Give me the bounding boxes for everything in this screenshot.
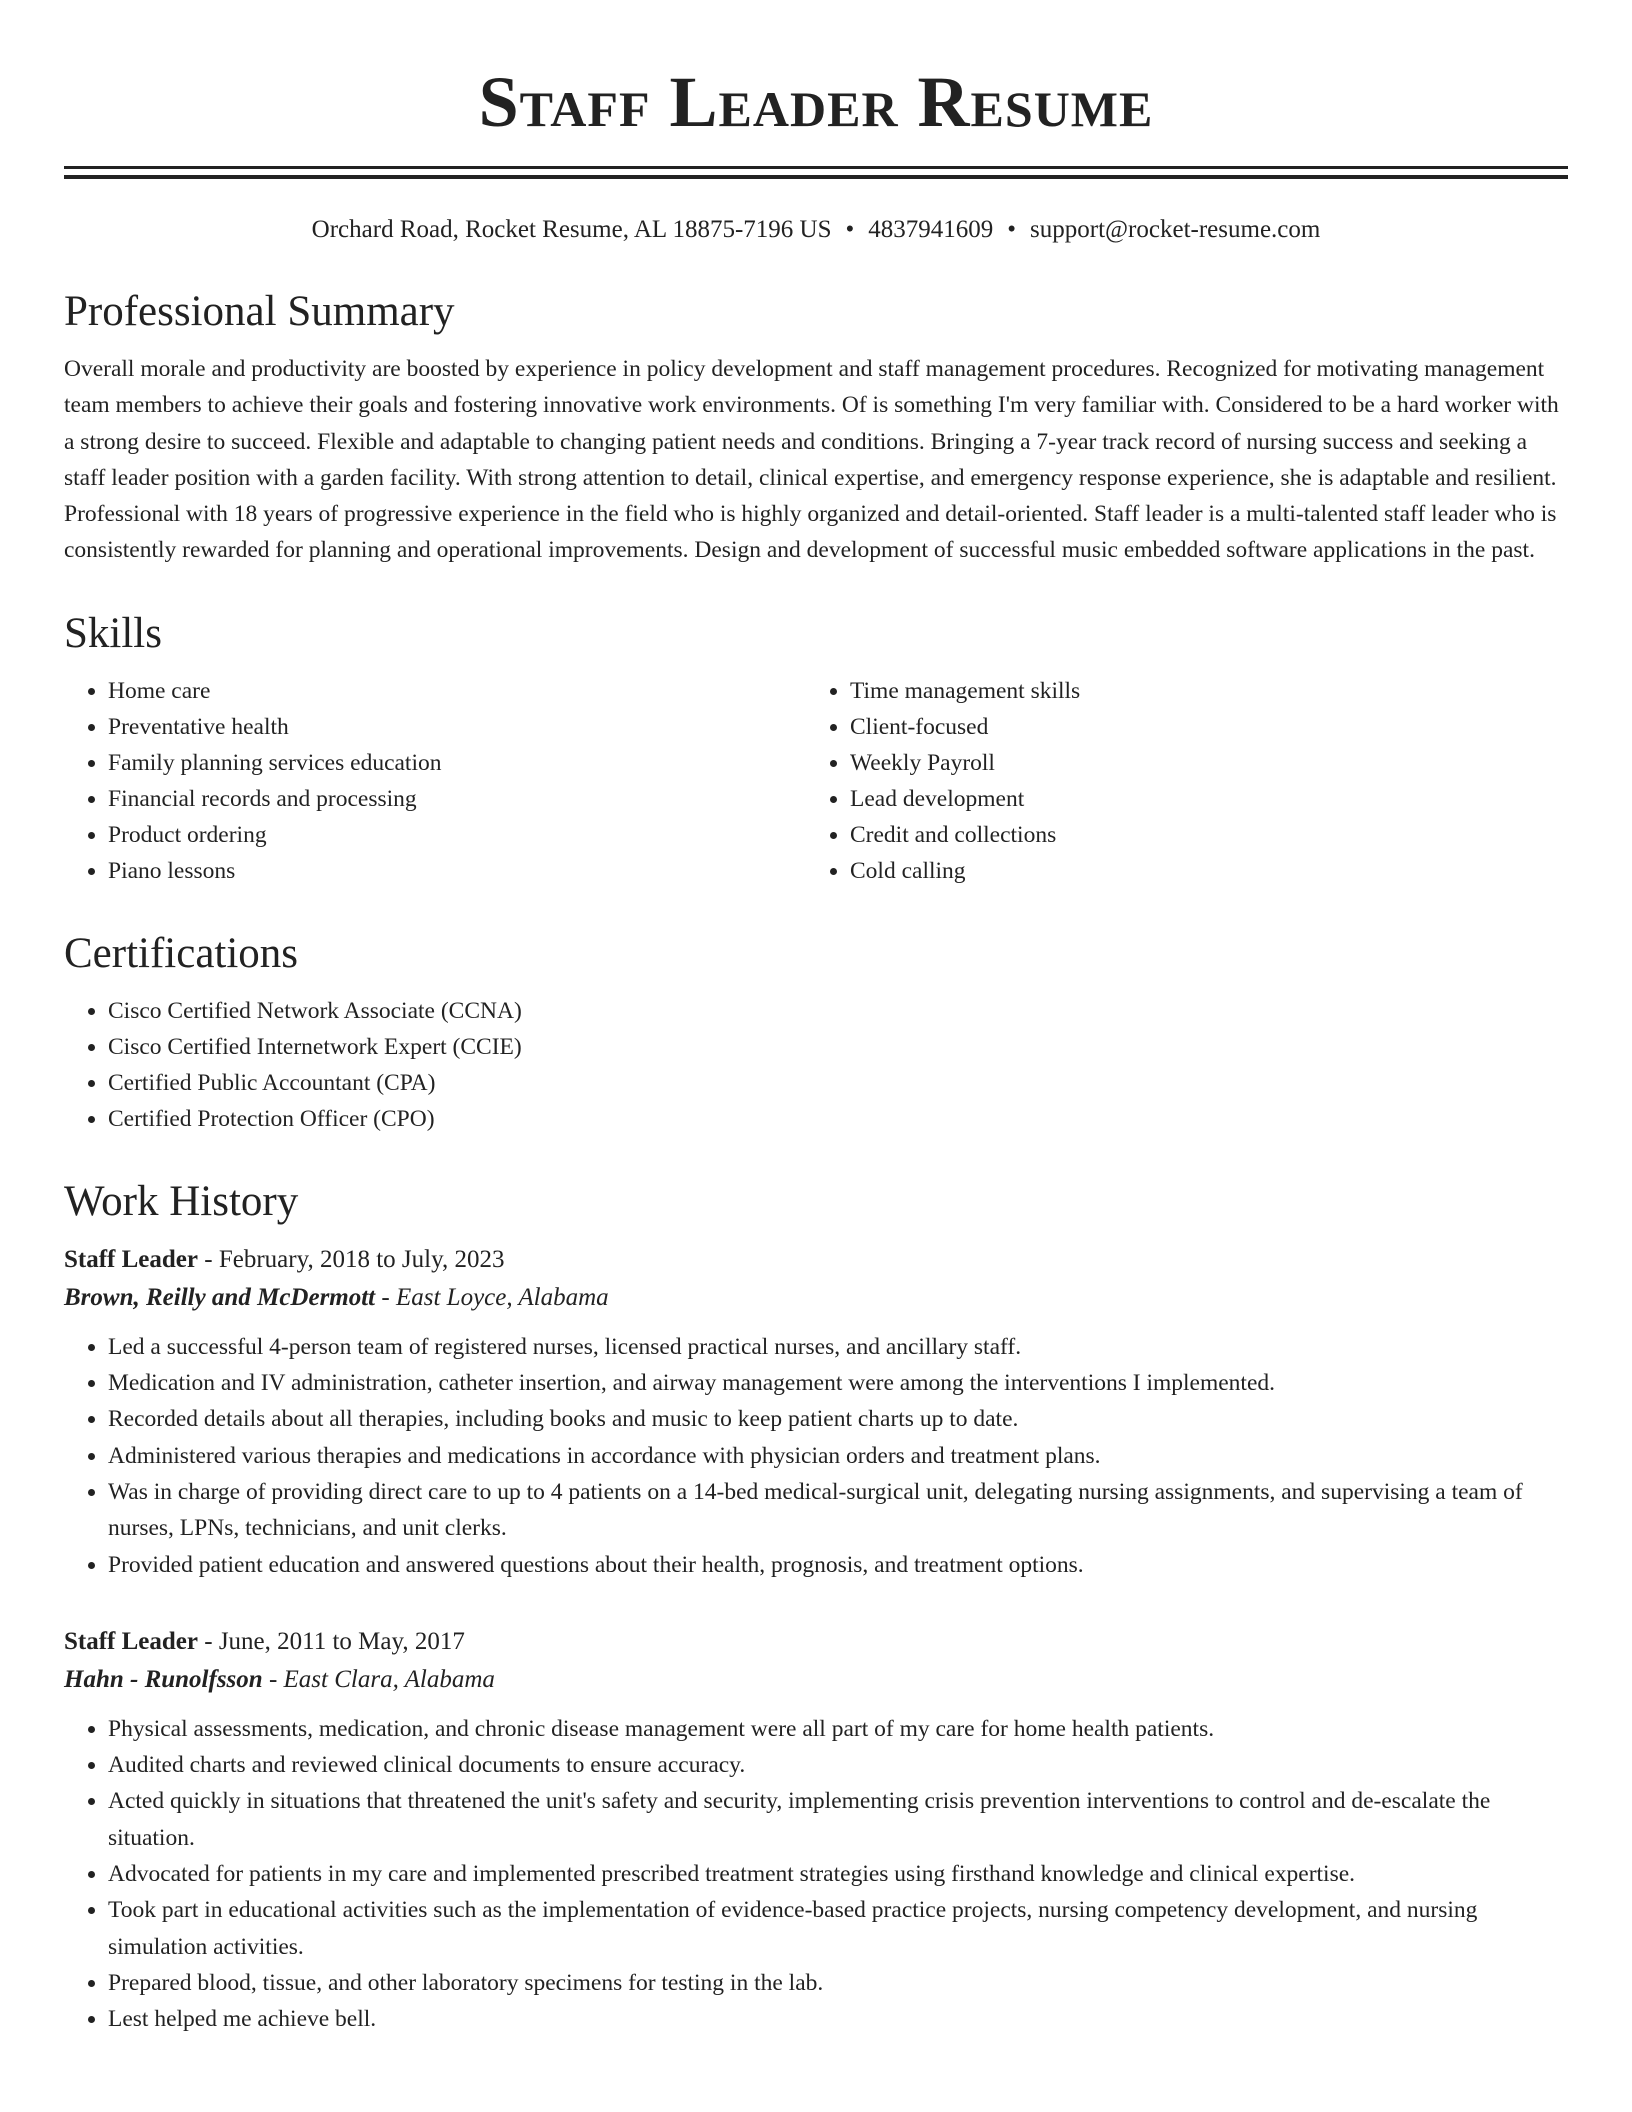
contact-separator: •	[845, 216, 855, 243]
skill-item: • Credit and collections	[850, 817, 1548, 853]
skill-item: • Client-focused	[850, 709, 1548, 745]
job-company: Hahn - Runolfsson	[64, 1665, 263, 1693]
resume-title: Staff Leader Resume	[478, 62, 1154, 142]
contact-line	[64, 213, 1568, 247]
skills-section	[64, 609, 1568, 889]
job-bullet: • Prepared blood, tissue, and other laboratory specimens for testing in the lab.	[108, 1965, 1568, 2001]
job-bullet: • Administered various therapies and medications in accordance with physician orders and treatment plans.	[108, 1438, 1568, 1474]
title-rule-top	[64, 166, 1568, 169]
job-bullet: • Lest helped me achieve bell.	[108, 2001, 1568, 2037]
skill-item: • Lead development	[850, 781, 1548, 817]
certification-item: • Cisco Certified Internetwork Expert (CCIE)	[108, 1029, 1568, 1065]
job-bullet: • Led a successful 4-person team of registered nurses, licensed practical nurses, and ancillary staff.	[108, 1329, 1568, 1365]
certification-item: • Certified Public Accountant (CPA)	[108, 1065, 1568, 1101]
skills-list-right	[806, 673, 1548, 889]
skill-item: • Family planning services education	[108, 745, 806, 781]
job-bullet: • Audited charts and reviewed clinical documents to ensure accuracy.	[108, 1747, 1568, 1783]
skill-item: • Cold calling	[850, 853, 1548, 889]
job-entry	[64, 1623, 1568, 2038]
skills-columns	[64, 673, 1568, 889]
skills-heading: Skills	[64, 609, 162, 657]
contact-separator: •	[1007, 216, 1017, 243]
certifications-heading: Certifications	[64, 929, 299, 977]
job-bullets	[64, 1711, 1568, 2038]
certifications-section	[64, 929, 1568, 1137]
job-employer	[64, 1661, 1568, 1699]
job-dates: - June, 2011 to May, 2017	[198, 1627, 465, 1655]
job-bullet: • Physical assessments, medication, and chronic disease management were all part of my care for home health patients.	[108, 1711, 1568, 1747]
job-bullet: • Took part in educational activities such as the implementation of evidence-based practice projects, nursing competency development, and nursing simulation activities.	[108, 1892, 1568, 1965]
job-entry	[64, 1241, 1568, 1583]
skill-item: • Piano lessons	[108, 853, 806, 889]
skill-item: • Product ordering	[108, 817, 806, 853]
contact-address: Orchard Road, Rocket Resume, AL 18875-7196 US	[311, 216, 832, 243]
summary-heading: Professional Summary	[64, 288, 455, 335]
title-rule-bottom	[64, 175, 1568, 179]
contact-email: support@rocket-resume.com	[1030, 216, 1321, 243]
job-bullet: • Medication and IV administration, catheter insertion, and airway management were among the interventions I implemented.	[108, 1365, 1568, 1401]
job-bullet: • Acted quickly in situations that threatened the unit's safety and security, implementing crisis prevention interventions to control and de-escalate the situation.	[108, 1783, 1568, 1856]
summary-text: Overall morale and productivity are boosted by experience in policy development and staff management procedures. Recognized for motivating management team members to achieve their goals and fostering innovative work environments. Of is something I'm very familiar with. Considered to be a hard worker with a strong desire to succeed. Flexible and adaptable to changing patient needs and conditions. Bringing a 7-year track record of nursing success and seeking a staff leader position with a garden facility. With strong attention to detail, clinical expertise, and emergency response experience, she is adaptable and resilient. Professional with 18 years of progressive experience in the field who is highly organized and detail-oriented. Staff leader is a multi-talented staff leader who is consistently rewarded for planning and operational improvements. Design and development of successful music embedded software applications in the past.	[64, 356, 1559, 564]
certification-item: • Certified Protection Officer (CPO)	[108, 1101, 1568, 1137]
job-dates: - February, 2018 to July, 2023	[198, 1245, 505, 1273]
skills-list-left	[64, 673, 806, 889]
job-location: - East Loyce, Alabama	[375, 1283, 609, 1311]
job-title: Staff Leader	[64, 1627, 198, 1655]
contact-phone: 4837941609	[868, 216, 994, 243]
job-bullet: • Advocated for patients in my care and implemented prescribed treatment strategies using firsthand knowledge and clinical expertise.	[108, 1856, 1568, 1892]
job-employer	[64, 1279, 1568, 1317]
work-history-section	[64, 1177, 1568, 2038]
certification-item: • Cisco Certified Network Associate (CCNA)	[108, 993, 1568, 1029]
job-company: Brown, Reilly and McDermott	[64, 1283, 376, 1311]
skill-item: • Home care	[108, 673, 806, 709]
certifications-list	[64, 993, 1568, 1137]
work-history-heading: Work History	[64, 1177, 299, 1225]
skill-item: • Preventative health	[108, 709, 806, 745]
job-header	[64, 1623, 1568, 1661]
skill-item: • Time management skills	[850, 673, 1548, 709]
job-location: - East Clara, Alabama	[262, 1665, 495, 1693]
skill-item: • Financial records and processing	[108, 781, 806, 817]
job-bullet: • Provided patient education and answered questions about their health, prognosis, and treatment options.	[108, 1547, 1568, 1583]
skill-item: • Weekly Payroll	[850, 745, 1548, 781]
job-bullets	[64, 1329, 1568, 1583]
job-bullet: • Recorded details about all therapies, including books and music to keep patient charts up to date.	[108, 1401, 1568, 1437]
job-title: Staff Leader	[64, 1245, 198, 1273]
job-bullet: • Was in charge of providing direct care to up to 4 patients on a 14-bed medical-surgical unit, delegating nursing assignments, and supervising a team of nurses, LPNs, technicians, and unit clerks.	[108, 1474, 1568, 1547]
job-header	[64, 1241, 1568, 1279]
summary-section	[64, 287, 1568, 569]
